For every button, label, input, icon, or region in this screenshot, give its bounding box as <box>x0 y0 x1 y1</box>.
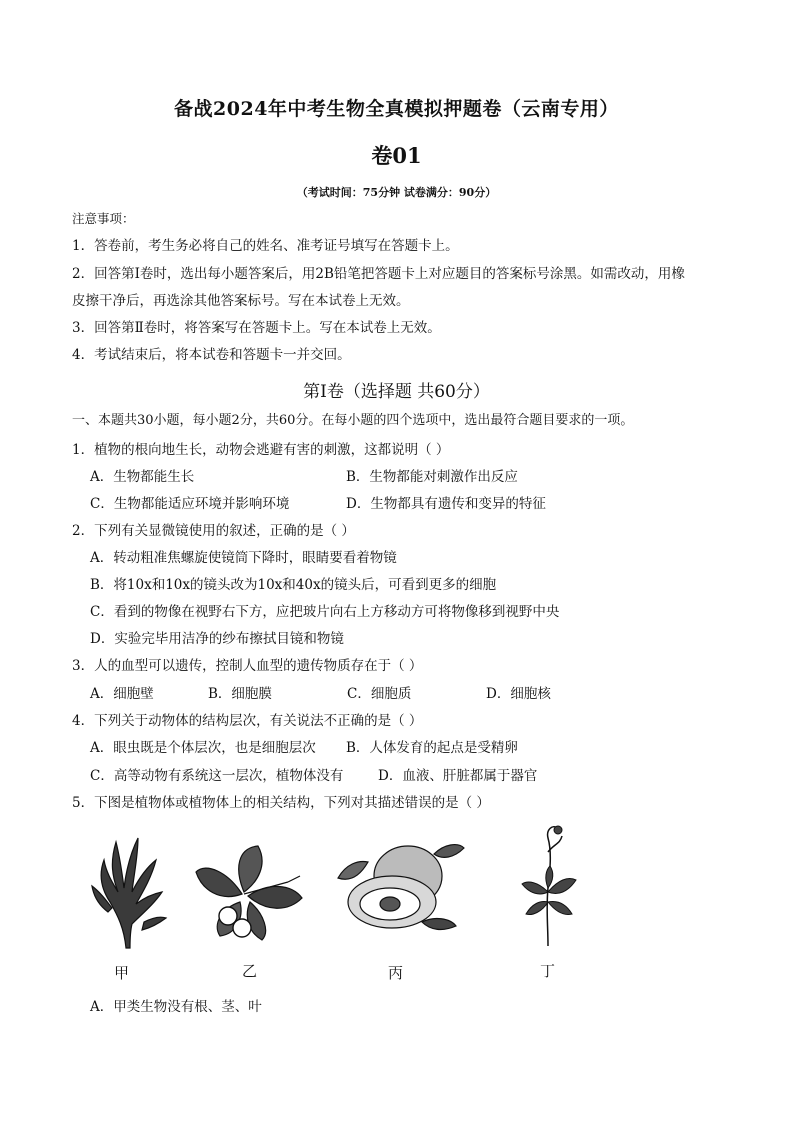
question-5-stem: 5．下图是植物体或植物体上的相关结构，下列对其描述错误的是（ ） <box>72 795 490 811</box>
option-b: B．将10x和10x的镜头改为10x和40x的镜头后，可看到更多的细胞 <box>90 577 497 593</box>
paper-number: 卷01 <box>371 143 422 168</box>
option-d: D．生物都具有遗传和变异的特征 <box>346 496 546 512</box>
option-c: C．看到的物像在视野右下方，应把玻片向右上方移动方可将物像移到视野中央 <box>90 604 560 620</box>
section-instruction: 一、本题共30小题，每小题2分，共60分。在每小题的四个选项中，选出最符合题目要求的一项。 <box>72 413 634 428</box>
peach-illustration <box>330 838 466 934</box>
figure-label-ding: 丁 <box>540 962 556 980</box>
option-c: C．生物都能适应环境并影响环境 <box>90 496 290 512</box>
notes-heading: 注意事项： <box>72 211 135 226</box>
figure-label-jia: 甲 <box>114 964 130 982</box>
question-1-stem: 1．植物的根向地生长，动物会逃避有害的刺激，这都说明（ ） <box>72 442 450 458</box>
option-c: C．高等动物有系统这一层次，植物体没有 <box>90 768 344 784</box>
option-b: B．生物都能对刺激作出反应 <box>346 469 518 485</box>
note-item: 4．考试结束后，将本试卷和答题卡一并交回。 <box>72 347 351 363</box>
option-a: A．转动粗准焦螺旋使镜筒下降时，眼睛要看着物镜 <box>90 550 397 566</box>
exam-title: 备战2024年中考生物全真模拟押题卷（云南专用） <box>174 98 619 120</box>
option-b: B．人体发育的起点是受精卵 <box>346 740 518 756</box>
option-d: D．细胞核 <box>486 686 551 702</box>
seaweed-illustration <box>88 832 168 950</box>
option-a: A．甲类生物没有根、茎、叶 <box>90 999 262 1015</box>
ginkgo-illustration <box>192 842 307 942</box>
option-d: D．血液、肝脏都属于器官 <box>378 768 538 784</box>
question-3-stem: 3．人的血型可以遗传，控制人血型的遗传物质存在于（ ） <box>72 658 423 674</box>
option-a: A．细胞壁 <box>90 686 154 702</box>
option-d: D．实验完毕用洁净的纱布擦拭目镜和物镜 <box>90 631 344 647</box>
option-c: C．细胞质 <box>347 686 412 702</box>
seedling-illustration <box>518 822 578 948</box>
question-2-stem: 2．下列有关显微镜使用的叙述，正确的是（ ） <box>72 523 355 539</box>
option-a: A．眼虫既是个体层次，也是细胞层次 <box>90 740 316 756</box>
note-item: 皮擦干净后，再选涂其他答案标号。写在本试卷上无效。 <box>72 293 410 309</box>
figure-label-yi: 乙 <box>242 962 258 980</box>
note-item: 2．回答第Ⅰ卷时，选出每小题答案后，用2B铅笔把答题卡上对应题目的答案标号涂黑。如需改动，用橡 <box>72 266 685 282</box>
option-b: B．细胞膜 <box>208 686 272 702</box>
figure-label-bing: 丙 <box>388 964 404 982</box>
exam-info: （考试时间：75分钟 试卷满分：90分） <box>296 186 497 199</box>
note-item: 1．答卷前，考生务必将自己的姓名、准考证号填写在答题卡上。 <box>72 238 459 254</box>
question-4-stem: 4．下列关于动物体的结构层次，有关说法不正确的是（ ） <box>72 713 423 729</box>
note-item: 3．回答第Ⅱ卷时，将答案写在答题卡上。写在本试卷上无效。 <box>72 320 441 336</box>
option-a: A．生物都能生长 <box>90 469 195 485</box>
section-title: 第Ⅰ卷（选择题 共60分） <box>303 382 490 402</box>
